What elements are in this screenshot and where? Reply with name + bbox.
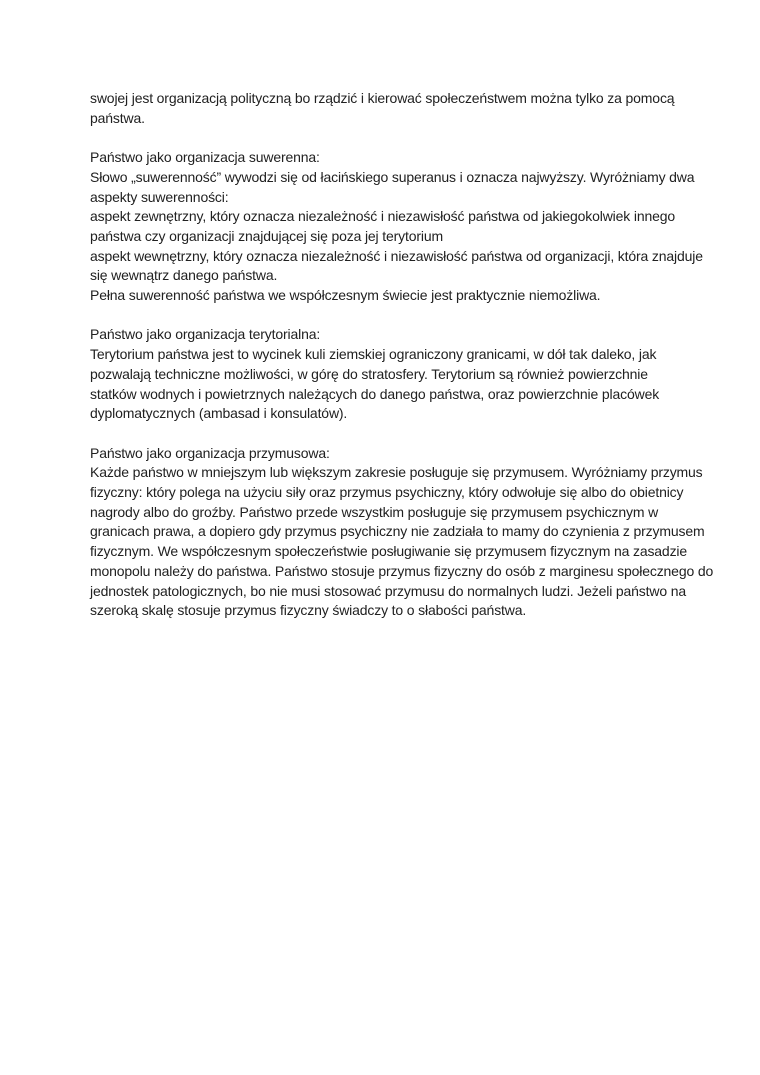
text-line: aspekt wewnętrzny, który oznacza niezależność i niezawisłość państwa od organizacji, która znajduje — [90, 247, 703, 264]
text-line: Każde państwo w mniejszym lub większym zakresie posługuje się przymusem. Wyróżniamy przymus — [90, 464, 703, 481]
text-line: państwa czy organizacji znajdującej się poza jej terytorium — [90, 227, 443, 244]
text-line: państwa. — [90, 109, 145, 126]
text-line: jednostek patologicznych, bo nie musi stosować przymusu do normalnych ludzi. Jeżeli państwo na — [90, 582, 686, 599]
paragraph — [90, 444, 714, 621]
text-line: swojej jest organizacją polityczną bo rządzić i kierować społeczeństwem można tylko za pomocą — [90, 90, 675, 106]
text-line: szeroką skalę stosuje przymus fizyczny świadczy to o słabości państwa. — [90, 602, 527, 619]
text-line: Terytorium państwa jest to wycinek kuli ziemskiej ograniczony granicami, w dół tak daleko, jak — [90, 346, 657, 363]
text-line: Państwo jako organizacja suwerenna: — [90, 149, 320, 166]
paragraph — [90, 89, 690, 128]
text-line: pozwalają techniczne możliwości, w górę do stratosfery. Terytorium są również powierzchnie — [90, 365, 648, 382]
text-line: Państwo jako organizacja przymusowa: — [90, 444, 330, 461]
text-line: Pełna suwerenność państwa we współczesnym świecie jest praktycznie niemożliwa. — [90, 287, 601, 304]
text-line: statków wodnych i powietrznych należących do danego państwa, oraz powierzchnie placówek — [90, 385, 660, 402]
text-line: dyplomatycznych (ambasad i konsulatów). — [90, 405, 348, 422]
text-line: się wewnątrz danego państwa. — [90, 267, 278, 284]
text-line: Państwo jako organizacja terytorialna: — [90, 326, 321, 343]
text-line: granicach prawa, a dopiero gdy przymus psychiczny nie zadziała to mamy do czynienia z przymusem — [90, 523, 705, 540]
paragraph — [90, 325, 690, 424]
text-line: monopolu należy do państwa. Państwo stosuje przymus fizyczny do osób z marginesu społecznego do — [90, 562, 714, 579]
paragraph — [90, 148, 703, 306]
text-line: aspekty suwerenności: — [90, 188, 229, 205]
text-line: aspekt zewnętrzny, który oznacza niezależność i niezawisłość państwa od jakiegokolwiek innego — [90, 208, 675, 225]
document-text — [90, 89, 714, 641]
text-line: fizyczny: który polega na użyciu siły oraz przymus psychiczny, który odwołuje się albo do obietnicy — [90, 484, 684, 501]
text-line: Słowo „suwerenność” wywodzi się od łacińskiego superanus i oznacza najwyższy. Wyróżniamy dwa — [90, 168, 695, 185]
text-line: fizycznym. We współczesnym społeczeństwie posługiwanie się przymusem fizycznym na zasadzie — [90, 543, 688, 560]
text-line: nagrody albo do groźby. Państwo przede wszystkim posługuje się przymusem psychicznym w — [90, 503, 659, 520]
